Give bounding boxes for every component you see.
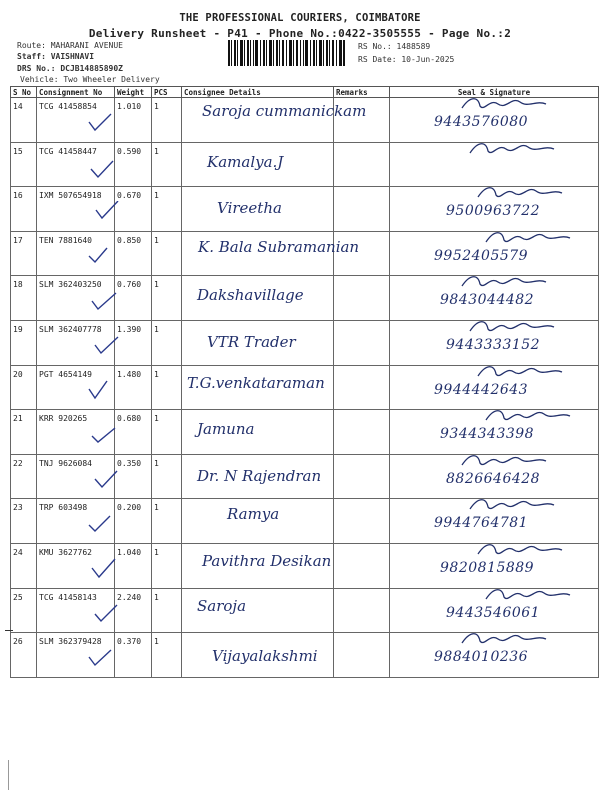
col-consignee: Consignee Details [182, 87, 334, 98]
cell-remarks [334, 365, 390, 410]
table-row [11, 633, 599, 678]
cell-weight: 0.370 [115, 633, 152, 678]
consignment-number: SLM 362379428 [39, 637, 102, 647]
drs-number: DRS No.: DCJB14885890Z [17, 64, 123, 73]
cell-pcs: 1 [152, 365, 182, 410]
consignee-name: Vireetha [217, 199, 282, 218]
signature-scribble [484, 585, 574, 605]
cell-signature [390, 231, 599, 276]
cell-sno: 22 [11, 454, 37, 499]
phone-number: 9944442643 [434, 381, 529, 398]
consignee-name: Saroja [197, 596, 247, 615]
signature-scribble [476, 183, 566, 203]
table-row [11, 320, 599, 365]
cell-sno: 19 [11, 320, 37, 365]
cell-sno: 23 [11, 499, 37, 544]
cell-pcs: 1 [152, 543, 182, 588]
consignment-number: SLM 362407778 [39, 324, 102, 334]
col-signature: Seal & Signature [390, 87, 599, 98]
table-row [11, 410, 599, 455]
cell-consignee [182, 187, 334, 232]
table-row [11, 365, 599, 410]
consignee-name: Dr. N Rajendran [197, 466, 322, 485]
cell-signature [390, 543, 599, 588]
edge-mark [5, 630, 13, 631]
signature-scribble [460, 451, 550, 471]
consignment-number: TCG 41458143 [39, 592, 97, 602]
signature-scribble [468, 139, 558, 159]
signature-scribble [460, 94, 550, 114]
runsheet-title: Delivery Runsheet - P41 - Phone No.:0422-3505555 - Page No.:2 [88, 27, 512, 40]
cell-consignee [182, 410, 334, 455]
cell-signature [390, 276, 599, 321]
signature-scribble [476, 540, 566, 560]
cell-signature [390, 320, 599, 365]
cell-sno: 17 [11, 231, 37, 276]
consignee-name: Saroja cummanickam [202, 102, 367, 120]
checkmark-icon [89, 290, 119, 312]
cell-consignment [37, 187, 115, 232]
phone-number: 9944764781 [434, 515, 529, 532]
consignee-name: Pavithra Desikan [202, 551, 332, 570]
cell-weight: 1.010 [115, 98, 152, 143]
cell-consignee [182, 499, 334, 544]
checkmark-icon [85, 246, 115, 268]
signature-scribble [468, 495, 558, 515]
cell-consignee [182, 543, 334, 588]
vehicle-label: Vehicle: Two Wheeler Delivery [20, 75, 160, 84]
table-row [11, 454, 599, 499]
phone-number: 9820815889 [440, 559, 535, 576]
signature-scribble [484, 228, 574, 248]
table-row [11, 499, 599, 544]
phone-number: 9443576080 [434, 114, 529, 130]
cell-sno: 18 [11, 276, 37, 321]
cell-weight: 1.390 [115, 320, 152, 365]
table-row [11, 187, 599, 232]
cell-weight: 1.040 [115, 543, 152, 588]
phone-number: 9952405579 [434, 247, 529, 264]
cell-signature [390, 98, 599, 143]
consignment-number: KMU 3627762 [39, 547, 92, 557]
col-consignment: Consignment No [37, 87, 115, 98]
checkmark-icon [89, 558, 119, 580]
table-row [11, 231, 599, 276]
consignment-number: TCG 41458447 [39, 146, 97, 156]
consignment-number: TRP 603498 [39, 503, 88, 513]
checkmark-icon [89, 157, 119, 179]
cell-consignment [37, 142, 115, 187]
consignment-number: TNJ 9626084 [39, 458, 92, 468]
cell-consignment [37, 410, 115, 455]
cell-pcs: 1 [152, 142, 182, 187]
checkmark-icon [85, 380, 115, 402]
cell-consignment [37, 543, 115, 588]
cell-consignee [182, 633, 334, 678]
cell-pcs: 1 [152, 276, 182, 321]
cell-sno: 24 [11, 543, 37, 588]
phone-number: 9443333152 [446, 336, 541, 353]
consignment-number: IXM 507654918 [39, 191, 102, 201]
phone-number: 9443546061 [446, 604, 541, 621]
cell-consignee [182, 454, 334, 499]
consignee-name: T.G.venkataraman [187, 373, 325, 392]
cell-weight: 2.240 [115, 588, 152, 633]
cell-remarks [334, 187, 390, 232]
staff-label: Staff: VAISHNAVI [17, 52, 95, 61]
cell-weight: 0.850 [115, 231, 152, 276]
signature-scribble [460, 629, 550, 649]
cell-weight: 0.350 [115, 454, 152, 499]
cell-consignment [37, 633, 115, 678]
table-row [11, 142, 599, 187]
checkmark-icon [89, 424, 119, 446]
cell-consignment [37, 499, 115, 544]
col-weight: Weight [115, 87, 152, 98]
cell-pcs: 1 [152, 499, 182, 544]
cell-sno: 16 [11, 187, 37, 232]
cell-consignment [37, 320, 115, 365]
consignment-number: KRR 920265 [39, 414, 88, 424]
signature-scribble [460, 272, 550, 292]
cell-signature [390, 142, 599, 187]
checkmark-icon [85, 513, 115, 535]
cell-consignment [37, 276, 115, 321]
cell-remarks [334, 499, 390, 544]
edge-mark [8, 760, 9, 790]
cell-consignee [182, 320, 334, 365]
cell-signature [390, 187, 599, 232]
consignment-number: PGT 4654149 [39, 369, 92, 379]
phone-number: 9500963722 [446, 203, 541, 220]
checkmark-icon [93, 469, 123, 491]
cell-consignee [182, 276, 334, 321]
cell-remarks [334, 543, 390, 588]
cell-sno: 15 [11, 142, 37, 187]
cell-sno: 14 [11, 98, 37, 143]
phone-number: 8826646428 [446, 470, 541, 487]
cell-consignee [182, 142, 334, 187]
cell-pcs: 1 [152, 187, 182, 232]
phone-number: 9344343398 [440, 426, 535, 443]
cell-consignment [37, 588, 115, 633]
cell-remarks [334, 142, 390, 187]
col-sno: S No [11, 87, 37, 98]
consignee-name: Kamalya.J [207, 152, 284, 171]
cell-signature [390, 410, 599, 455]
cell-weight: 0.200 [115, 499, 152, 544]
cell-pcs: 1 [152, 454, 182, 499]
cell-consignee [182, 98, 367, 143]
table-row [11, 543, 599, 588]
checkmark-icon [85, 112, 115, 134]
consignee-name: VTR Trader [207, 332, 296, 351]
cell-weight: 0.670 [115, 187, 152, 232]
barcode [228, 40, 346, 66]
cell-sno: 21 [11, 410, 37, 455]
consignment-number: SLM 362403250 [39, 280, 102, 290]
cell-pcs: 1 [152, 98, 182, 143]
consignee-name: Jamuna [197, 420, 255, 439]
cell-signature [390, 454, 599, 499]
rs-number: RS No.: 1488589 [358, 42, 431, 51]
table-row [11, 588, 599, 633]
cell-weight: 0.590 [115, 142, 152, 187]
cell-remarks [334, 454, 390, 499]
cell-signature [390, 633, 599, 678]
checkmark-icon [93, 335, 123, 357]
company-title: THE PROFESSIONAL COURIERS, COIMBATORE [179, 12, 421, 24]
cell-consignment [37, 454, 115, 499]
table-row [11, 276, 599, 321]
cell-sno: 26 [11, 633, 37, 678]
phone-number: 9843044482 [440, 292, 535, 309]
cell-remarks [334, 588, 390, 633]
cell-weight: 0.760 [115, 276, 152, 321]
cell-consignee [182, 231, 360, 276]
cell-sno: 25 [11, 588, 37, 633]
cell-signature [390, 499, 599, 544]
cell-consignment [37, 98, 115, 143]
consignee-name: Vijayalakshmi [212, 647, 318, 666]
cell-pcs: 1 [152, 320, 182, 365]
table-row [11, 98, 599, 143]
route-label: Route: MAHARANI AVENUE [17, 41, 123, 50]
checkmark-icon [85, 647, 115, 669]
cell-pcs: 1 [152, 410, 182, 455]
cell-weight: 0.680 [115, 410, 152, 455]
signature-scribble [468, 317, 558, 337]
cell-remarks [334, 633, 390, 678]
cell-consignment [37, 231, 115, 276]
rs-date: RS Date: 10-Jun-2025 [358, 55, 455, 64]
checkmark-icon [93, 603, 123, 625]
consignment-number: TEN 7881640 [39, 235, 92, 245]
cell-signature [390, 365, 599, 410]
phone-number: 9884010236 [434, 649, 529, 666]
col-pcs: PCS [152, 87, 182, 98]
cell-consignee [182, 588, 334, 633]
cell-remarks [334, 276, 390, 321]
col-remarks: Remarks [334, 87, 390, 98]
consignee-name: Dakshavillage [197, 286, 304, 305]
consignee-name: K. Bala Subramanian [198, 237, 360, 256]
signature-scribble [476, 362, 566, 382]
runsheet-table [10, 86, 599, 678]
consignment-number: TCG 41458854 [39, 102, 97, 111]
cell-consignment [37, 365, 115, 410]
checkmark-icon [93, 201, 123, 223]
cell-pcs: 1 [152, 633, 182, 678]
cell-consignee [182, 365, 334, 410]
cell-signature [390, 588, 599, 633]
signature-scribble [484, 406, 574, 426]
cell-weight: 1.480 [115, 365, 152, 410]
cell-remarks [334, 320, 390, 365]
cell-pcs: 1 [152, 231, 182, 276]
cell-sno: 20 [11, 365, 37, 410]
consignee-name: Ramya [227, 505, 280, 524]
cell-pcs: 1 [152, 588, 182, 633]
cell-remarks [334, 410, 390, 455]
